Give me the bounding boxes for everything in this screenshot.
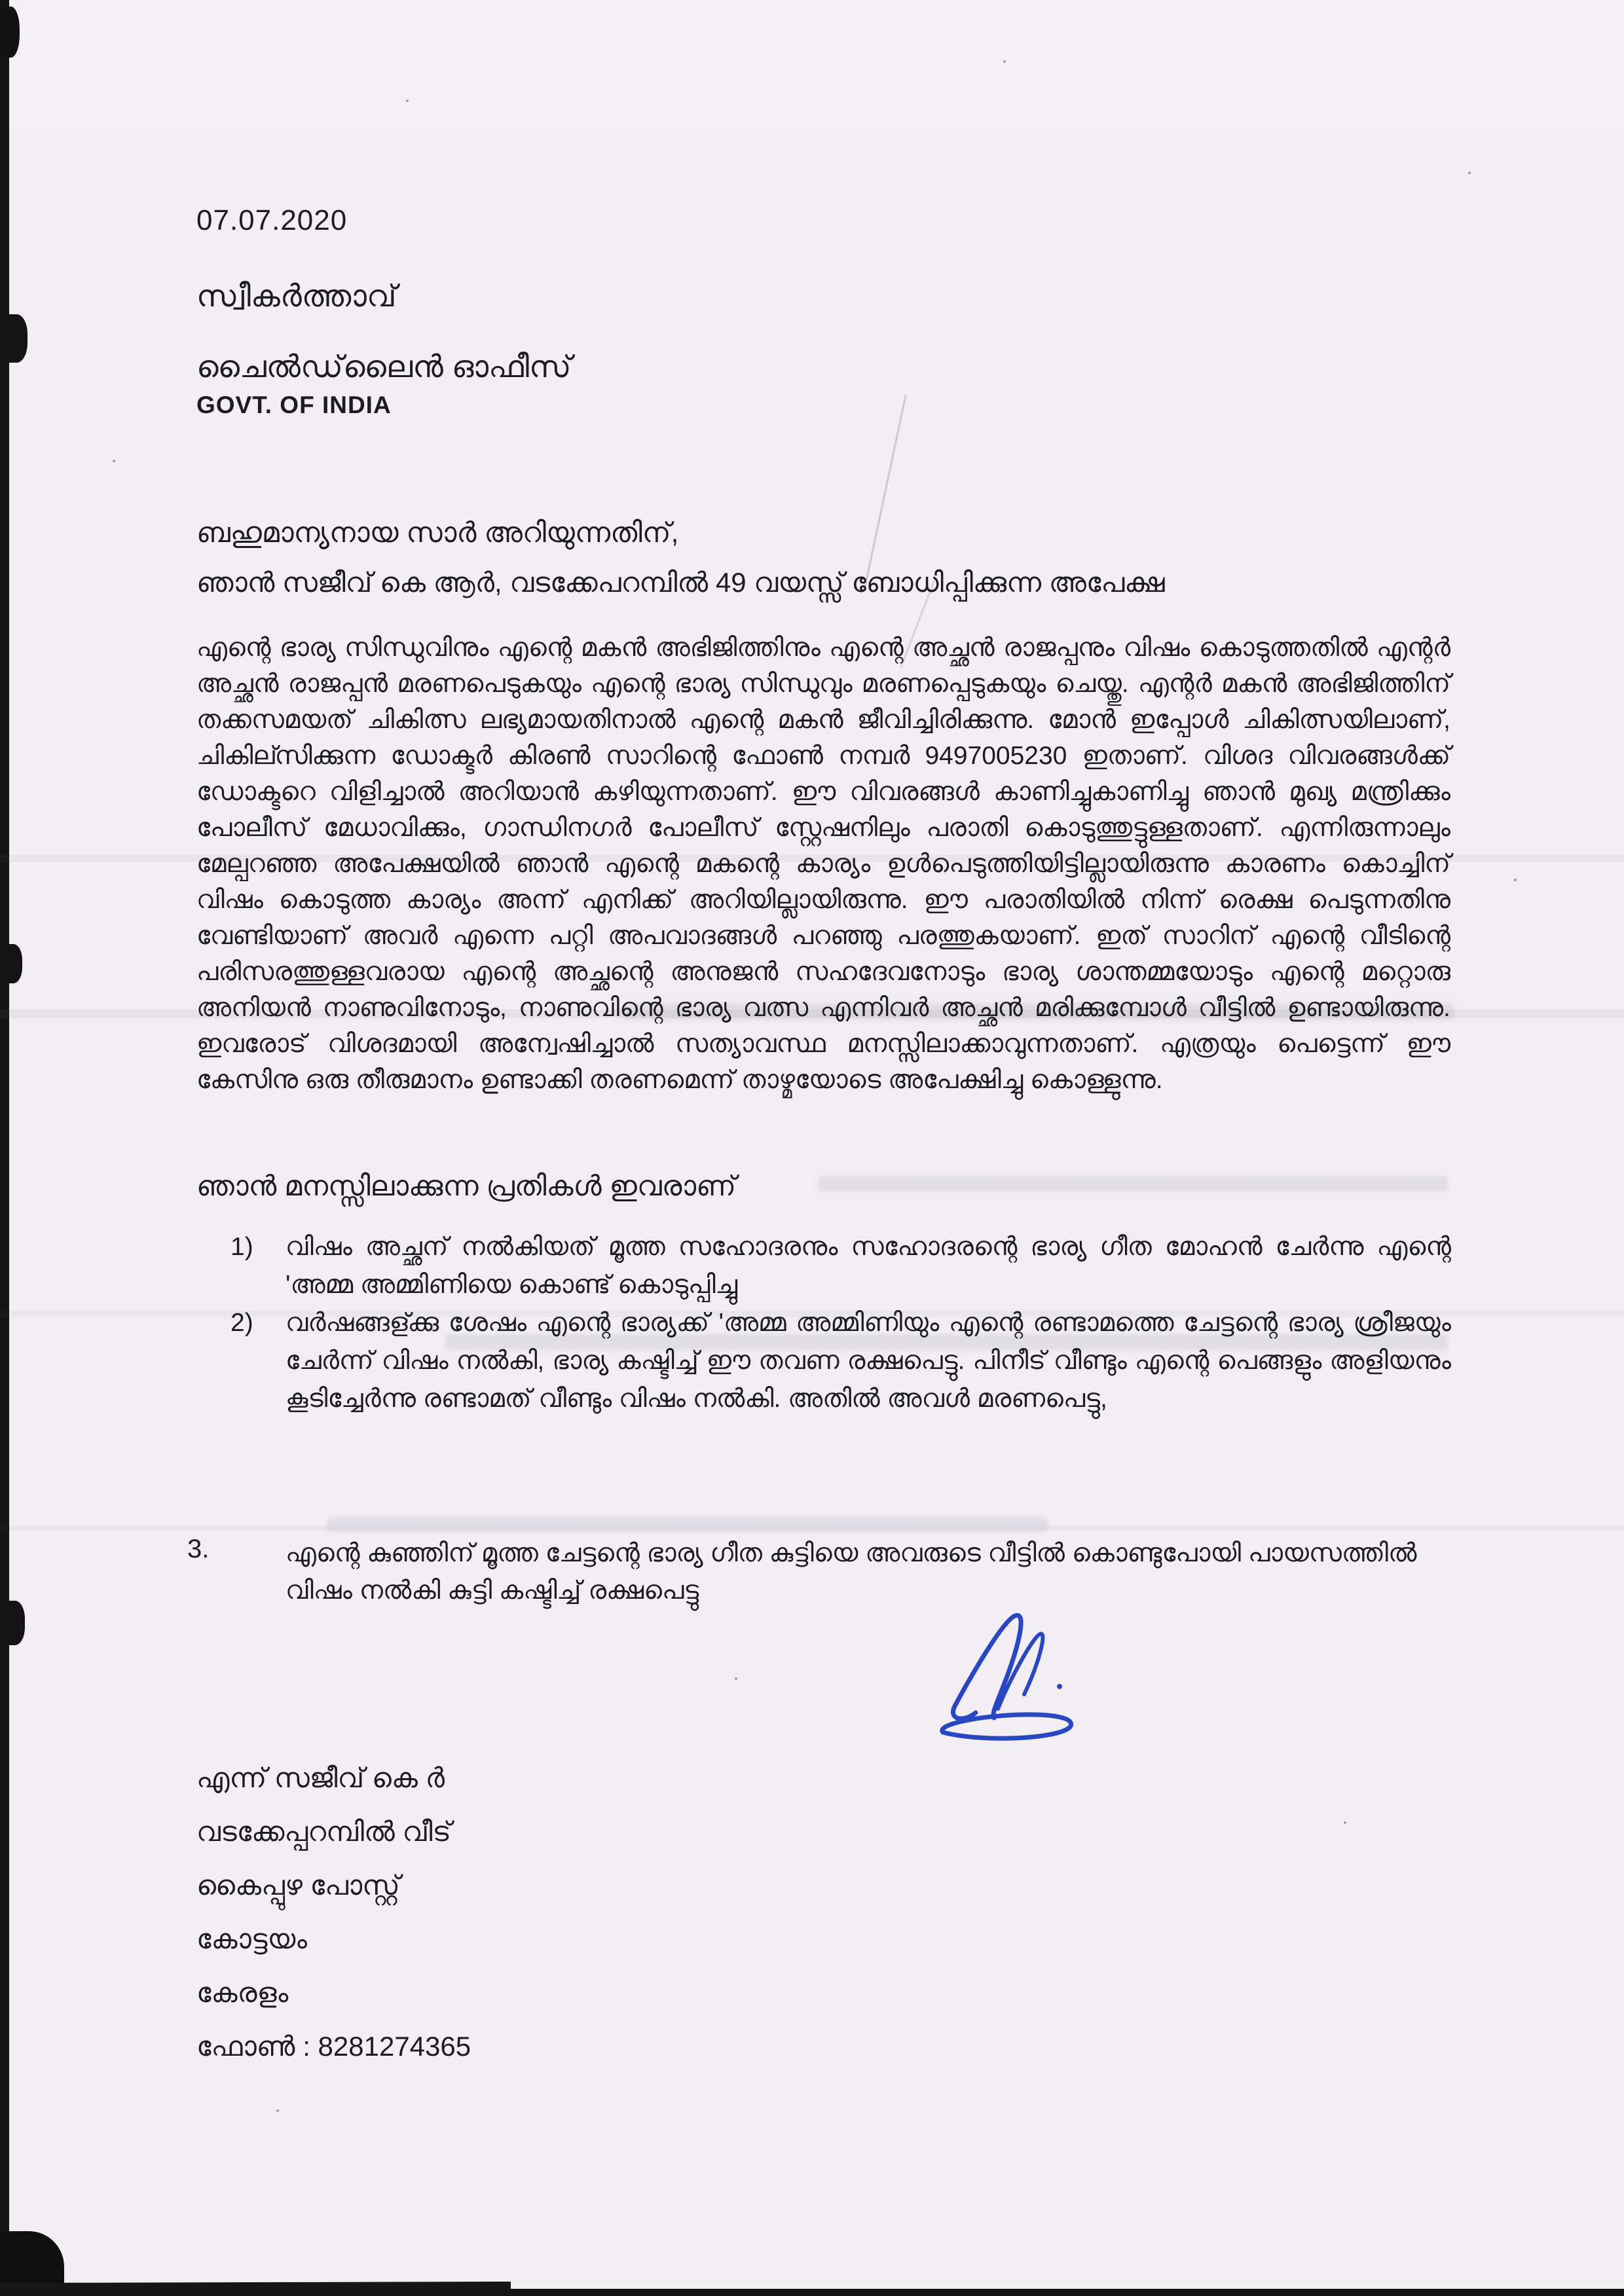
dust-speck <box>113 460 115 462</box>
scan-top-left-mark <box>0 7 20 58</box>
accused-item-text: വിഷം അച്ഛന് നൽകിയത് മൂത്ത സഹോദരനും സഹോദരന്റെ ഭാര്യ ഗീത മോഹൻ ചേർന്നു എന്റെ 'അമ്മ അമ്മിണിയെ കൊണ്ട് കൊടുപ്പിച്ചു <box>286 1233 1451 1299</box>
list-marker: 3. <box>187 1535 210 1563</box>
accused-list <box>231 1228 1452 1418</box>
sender-district: കോട്ടയം <box>196 1923 307 1954</box>
dust-speck <box>1003 60 1006 63</box>
scan-edge-blob <box>0 944 22 983</box>
sender-house: വടക്കേപ്പറമ്പിൽ വീട് <box>196 1816 451 1847</box>
dust-speck <box>1344 1821 1346 1824</box>
recipient-office: ചൈൽഡ്‌ലൈൻ ഓഫീസ് <box>196 349 572 384</box>
sender-name: എന്ന് സജീവ് കെ ർ <box>196 1762 445 1793</box>
recipient-label: സ്വീകർത്താവ് <box>196 278 397 313</box>
salutation: ബഹുമാന്യനായ സാർ അറിയുന്നതിന്, <box>196 517 679 549</box>
sender-state: കേരളം <box>196 1977 289 2008</box>
signature-ink <box>925 1609 1092 1747</box>
dust-speck <box>406 100 409 102</box>
scan-edge-blob <box>0 314 28 363</box>
accused-item-2 <box>231 1304 1452 1418</box>
accused-list-heading: ഞാൻ മനസ്സിലാക്കുന്ന പ്രതികൾ ഇവരാണ് <box>196 1171 737 1202</box>
accused-item-3-text: എന്റെ കുഞ്ഞിന് മൂത്ത ചേട്ടന്റെ ഭാര്യ ഗീത കുട്ടിയെ അവരുടെ വീട്ടിൽ കൊണ്ടുപോയി പായസത്തിൽ വിഷം നൽകി കുട്ടി കഷ്ടിച്ച് രക്ഷപെട്ടു <box>286 1539 1417 1605</box>
accused-item-text: വർഷങ്ങള്ക്കു ശേഷം എന്റെ ഭാര്യക്ക് 'അമ്മ അമ്മിണിയും എന്റെ രണ്ടാമത്തെ ചേട്ടന്റെ ഭാര്യ ശ്രീജയും ചേർന്ന് വിഷം നൽകി, ഭാര്യ കഷ്ടിച്ച് ഈ തവണ രക്ഷപെട്ടു. പിനീട് വീണ്ടും എന്റെ പെങ്ങളും അളിയനും കൂടിച്ചേർന്നു രണ്ടാമത് വീണ്ടും വിഷം നൽകി. അതിൽ അവൾ മരണപെട്ടു, <box>286 1309 1451 1413</box>
ink-bleed-through <box>327 1518 1048 1532</box>
applicant-intro-line: ഞാൻ സജീവ് കെ ആർ, വടക്കേപറമ്പിൽ 49 വയസ്സ് ബോധിപ്പിക്കുന്ന അപേക്ഷ <box>196 567 1165 598</box>
recipient-govt: GOVT. OF INDIA <box>196 392 392 418</box>
scan-edge-blob <box>0 1601 25 1645</box>
dust-speck <box>735 1677 737 1680</box>
pencil-scratch-mark <box>863 395 906 591</box>
sender-phone: ഫോൺ : 8281274365 <box>196 2031 471 2062</box>
letter-body-paragraph: എന്റെ ഭാര്യ സിന്ധുവിനും എന്റെ മകൻ അഭിജിത്തിനും എന്റെ അച്ഛൻ രാജപ്പനും വിഷം കൊടുത്തതിൽ എന്റർ അച്ഛൻ രാജപ്പൻ മരണപെടുകയും എന്റെ ഭാര്യ സിന്ധുവും മരണപ്പെടുകയും ചെയ്തു. എന്റർ മകൻ അഭിജിത്തിന് തക്കസമയത് ചികിത്സ ലഭ്യമായതിനാൽ എന്റെ മകൻ ജീവിച്ചിരിക്കുന്നു. മോൻ ഇപ്പോൾ ചികിത്സയിലാണ്, ചികില്സിക്കുന്ന ഡോക്ടർ കിരൺ സാറിന്റെ ഫോൺ നമ്പർ 9497005230 ഇതാണ്. വിശദ വിവരങ്ങൾക്ക് ഡോക്ടറെ വിളിച്ചാൽ അറിയാൻ കഴിയുന്നതാണ്. ഈ വിവരങ്ങൾ കാണിച്ചുകാണിച്ചു ഞാൻ മുഖ്യ മന്ത്രിക്കും പോലീസ് മേധാവിക്കും, ഗാന്ധിനഗർ പോലീസ് സ്റ്റേഷനിലും പരാതി കൊടുത്തുട്ടുള്ളതാണ്. എന്നിരുന്നാലും മേല്പറഞ്ഞ അപേക്ഷയിൽ ഞാൻ എന്റെ മകന്റെ കാര്യം ഉൾപെടുത്തിയിട്ടില്ലായിരുന്നു കാരണം കൊച്ചിന് വിഷം കൊടുത്ത കാര്യം അന്ന് എനിക്ക് അറിയില്ലായിരുന്നു. ഈ പരാതിയിൽ നിന്ന് രെക്ഷ പെടുന്നതിനു വേണ്ടിയാണ് അവർ എന്നെ പറ്റി അപവാദങ്ങൾ പറഞ്ഞു പരത്തുകയാണ്. ഇത് സാറിന് എന്റെ വീടിന്റെ പരിസരത്തുള്ളവരായ എന്റെ അച്ഛന്റെ അനുജൻ സഹദേവനോടും ഭാര്യ ശാന്തമ്മയോടും എന്റെ മറ്റൊരു അനിയൻ നാണുവിനോടും, നാണുവിന്റെ ഭാര്യ വത്സ എന്നിവർ അച്ഛൻ മരിക്കുമ്പോൾ വീട്ടിൽ ഉണ്ടായിരുന്നു. ഇവരോട് വിശദമായി അന്വേഷിച്ചാൽ സത്യാവസ്ഥ മനസ്സിലാക്കാവുന്നതാണ്. എത്രയും പെട്ടെന്ന് ഈ കേസിനു ഒരു തീരുമാനം ഉണ്ടാക്കി തരണമെന്ന് താഴ്മയോടെ അപേക്ഷിച്ചു കൊള്ളുന്നു. <box>196 634 1450 1094</box>
ink-bleed-through <box>819 1176 1447 1192</box>
accused-item-1 <box>231 1228 1452 1304</box>
dust-speck <box>1468 172 1471 174</box>
list-marker: 1) <box>231 1233 253 1261</box>
dust-speck <box>1514 879 1517 881</box>
letter-date: 07.07.2020 <box>196 204 348 236</box>
dust-speck <box>276 2109 279 2112</box>
sender-post-office: കൈപ്പുഴ പോസ്റ്റ് <box>196 1870 400 1901</box>
scan-bottom-edge-artifact <box>0 2289 1624 2296</box>
list-marker: 2) <box>231 1309 253 1337</box>
